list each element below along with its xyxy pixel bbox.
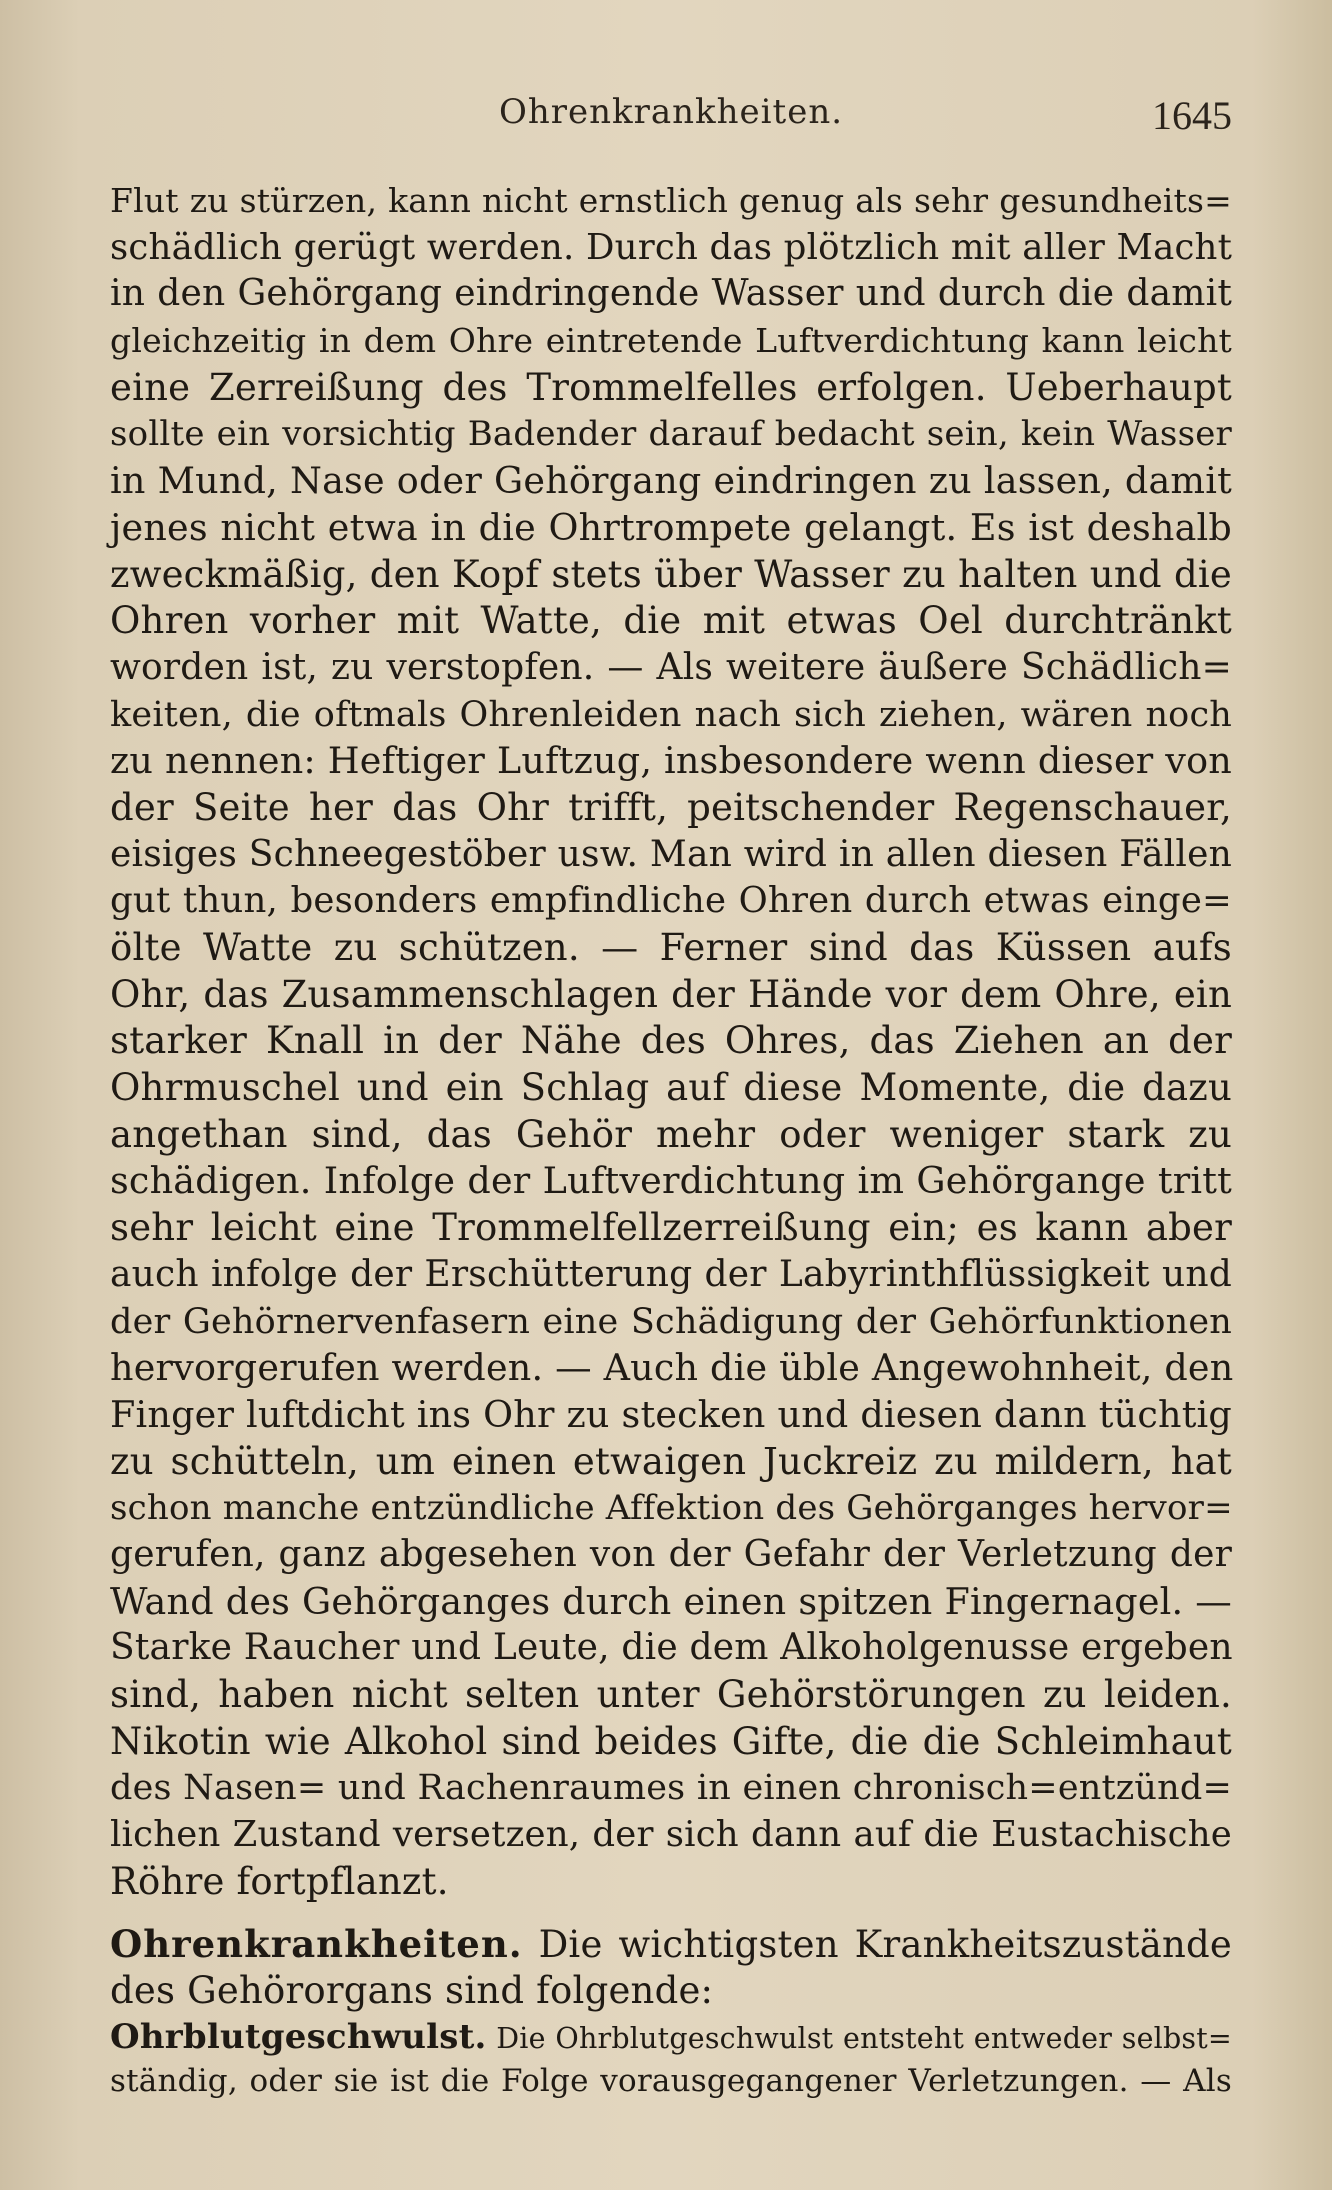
text-line: lichen Zustand versetzen, der sich dann auf die Eustachische (110, 1814, 1232, 1856)
text-line: zu schütteln, um einen etwaigen Juckreiz zu mildern, hat (110, 1439, 1232, 1483)
text-line: zweckmäßig, den Kopf stets über Wasser zu halten und die (110, 552, 1232, 596)
text-line: sollte ein vorsichtig Badender darauf bedacht sein, kein Wasser (110, 414, 1232, 455)
text-line: Starke Raucher und Leute, die dem Alkoholgenusse ergeben (110, 1627, 1233, 1669)
text-line: hervorgerufen werden. — Auch die üble Angewohnheit, den (110, 1346, 1234, 1390)
subsection-line (110, 2015, 1232, 2059)
text-line: gut thun, besonders empfindliche Ohren durch etwas einge= (110, 880, 1232, 922)
text-line: Nikotin wie Alkohol sind beides Gifte, die die Schleimhaut (110, 1719, 1232, 1763)
text-line: sind, haben nicht selten unter Gehörstörungen zu leiden. (110, 1673, 1232, 1716)
page-number: 1645 (1152, 93, 1232, 138)
text-line: zu nennen: Heftiger Luftzug, insbesondere wenn dieser von (110, 739, 1232, 783)
text-line: keiten, die oftmals Ohrenleiden nach sich ziehen, wären noch (110, 694, 1232, 735)
section-ohrenkrankheiten (110, 1921, 1232, 2014)
text-line: schon manche entzündliche Affektion des Gehörganges hervor= (110, 1488, 1233, 1529)
text-line: der Seite her das Ohr trifft, peitschender Regenschauer, (110, 785, 1232, 829)
subsection-heading: Ohrblutgeschwulst. (110, 2016, 487, 2057)
text-line: angethan sind, das Gehör mehr oder weniger stark zu (110, 1112, 1232, 1156)
text-line: Ohrmuschel und ein Schlag auf diese Momente, die dazu (110, 1066, 1232, 1110)
text-line: starker Knall in der Nähe des Ohres, das Ziehen an der (110, 1019, 1232, 1063)
running-head: Ohrenkrankheiten. (498, 92, 844, 132)
text-line: ölte Watte zu schützen. — Ferner sind das Küssen aufs (110, 926, 1232, 969)
text-line: gleichzeitig in dem Ohre eintretende Luftverdichtung kann leicht (110, 321, 1232, 361)
text-line: Wand des Gehörganges durch einen spitzen Fingernagel. — (110, 1579, 1232, 1623)
text-line: eine Zerreißung des Trommelfelles erfolgen. Ueberhaupt (110, 365, 1232, 409)
section-line (110, 1921, 1232, 1968)
text-line: der Gehörnervenfasern eine Schädigung der Gehörfunktionen (110, 1301, 1232, 1342)
text-line: eisiges Schneegestöber usw. Man wird in allen diesen Fällen (110, 833, 1232, 875)
text-line: in den Gehörgang eindringende Wasser und durch die damit (110, 273, 1232, 315)
page-body (110, 178, 1232, 2103)
section-intro-text: Die wichtigsten Krankheitszustände (522, 1923, 1232, 1967)
section-line: des Gehörorgans sind folgende: (110, 1969, 714, 2013)
text-line: jenes nicht etwa in die Ohrtrompete gelangt. Es ist deshalb (110, 505, 1232, 549)
text-line: in Mund, Nase oder Gehörgang eindringen zu lassen, damit (110, 459, 1232, 503)
text-line: sehr leicht eine Trommelfellzerreißung ein; es kann aber (110, 1206, 1232, 1250)
text-line: gerufen, ganz abgesehen von der Gefahr der Verletzung der (110, 1533, 1232, 1575)
text-line: worden ist, zu verstopfen. — Als weitere äußere Schädlich= (110, 646, 1232, 688)
text-line: des Nasen= und Rachenraumes in einen chronisch=entzünd= (110, 1768, 1232, 1809)
text-line: Finger luftdicht ins Ohr zu stecken und diesen dann tüchtig (110, 1392, 1232, 1436)
subsection-text: Die Ohrblutgeschwulst entsteht entweder selbst= (486, 2021, 1232, 2055)
text-line: Ohren vorher mit Watte, die mit etwas Oel durchtränkt (110, 599, 1232, 643)
text-line: schädigen. Infolge der Luftverdichtung im Gehörgange tritt (110, 1159, 1232, 1203)
text-line: Flut zu stürzen, kann nicht ernstlich genug als sehr gesundheits= (110, 181, 1232, 220)
section-heading: Ohrenkrankheiten. (110, 1922, 523, 1967)
text-line: auch infolge der Erschütterung der Labyrinthflüssigkeit und (110, 1253, 1232, 1295)
text-line: Ohr, das Zusammenschlagen der Hände vor dem Ohre, ein (110, 972, 1232, 1016)
subsection-ohrblutgeschwulst (110, 2015, 1232, 2103)
body-paragraph (110, 178, 1232, 1905)
text-line: Röhre fortpflanzt. (110, 1859, 449, 1903)
subsection-line: ständig, oder sie ist die Folge vorausgegangener Verletzungen. — Als (110, 2062, 1232, 2099)
text-line: schädlich gerügt werden. Durch das plötzlich mit aller Macht (110, 226, 1233, 268)
page-header (110, 92, 1232, 142)
